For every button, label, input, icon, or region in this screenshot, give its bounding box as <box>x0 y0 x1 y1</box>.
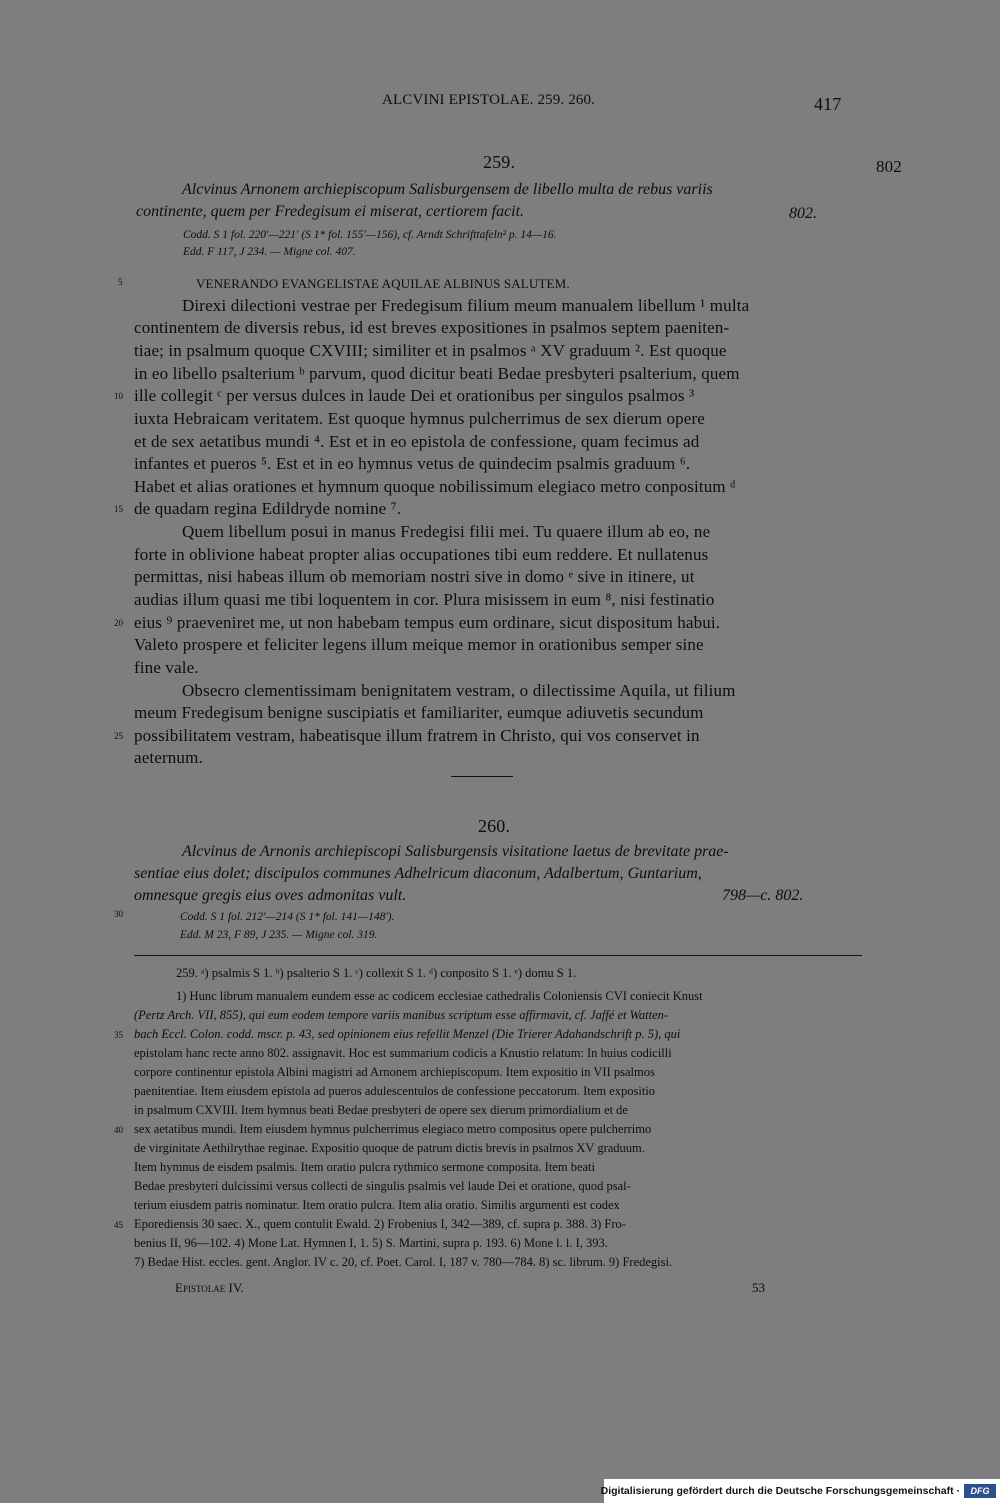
rubric-line: omnesque gregis eius oves admonitas vult. <box>134 887 407 904</box>
footnote-line: terium eiusdem patris nominatur. Item oratio pulcra. Item alia oratio. Similis argumenti est codex <box>134 1198 620 1212</box>
dfg-logo-icon: DFG <box>964 1484 996 1498</box>
dfg-credit-text: Digitalisierung gefördert durch die Deutsche Forschungsgemeinschaft · <box>600 1485 960 1497</box>
letter-260-number: 260. <box>478 816 511 836</box>
line-number: 25 <box>114 731 123 741</box>
variant-readings: 259. ᵃ) psalmis S 1. ᵇ) psalterio S 1. ᶜ) collexit S 1. ᵈ) conposito S 1. ᵉ) domu S 1. <box>176 966 577 980</box>
text-line: possibilitatem vestram, habeatisque illum fratrem in Christo, qui vos conservet in <box>134 726 700 745</box>
footnote-line: (Pertz Arch. VII, 855), qui eum eodem tempore variis manibus scriptum esse affirmavit, cf. Jaffé et Watten- <box>134 1008 669 1022</box>
text-line: ille collegit ᶜ per versus dulces in laude Dei et orationibus per singulos psalmos ³ <box>134 386 695 405</box>
rubric-line: continente, quem per Fredegisum ei miserat, certiorem facit. <box>136 203 525 220</box>
footnote-rule <box>134 955 862 956</box>
footnote-line: benius II, 96—102. 4) Mone Lat. Hymnen I, 1. 5) S. Martini, supra p. 193. 6) Mone l. l. I, 393. <box>134 1236 608 1250</box>
footnote-line: Item hymnus de eisdem psalmis. Item oratio pulcra rythmico sermone composita. Item beati <box>134 1160 595 1174</box>
text-line: Direxi dilectioni vestrae per Fredegisum filium meum manualem libellum ¹ multa <box>182 296 750 315</box>
codices-line: Codd. S 1 fol. 212'—214 (S 1* fol. 141—148'). <box>180 911 395 923</box>
line-number: 10 <box>114 391 123 401</box>
text-line: in eo libello psalterium ᵇ parvum, quod dicitur beati Bedae presbyteri psalterium, quem <box>134 364 740 383</box>
text-line: Valeto prospere et feliciter legens illum meique memor in orationibus semper sine <box>134 635 704 654</box>
footnote-line: sex aetatibus mundi. Item eiusdem hymnus pulcherrimus elegiaco metro compositus opere pulcherrimo <box>134 1122 652 1136</box>
footnote-line: 7) Bedae Hist. eccles. gent. Anglor. IV c. 20, cf. Poet. Carol. I, 187 v. 780—784. 8) sc. librum. 9) Fredegisi. <box>134 1255 673 1269</box>
page-number: 417 <box>814 94 842 114</box>
text-line: Habet et alias orationes et hymnum quoque nobilissimum elegiaco metro conpositum ᵈ <box>134 477 736 496</box>
rubric-line: Alcvinus de Arnonis archiepiscopi Salisburgensis visitatione laetus de brevitate prae- <box>182 843 729 860</box>
text-line: Obsecro clementissimam benignitatem vestram, o dilectissime Aquila, ut filium <box>182 681 736 700</box>
signature-left: Epistolae IV. <box>175 1280 244 1295</box>
text-line: infantes et pueros ⁵. Est et in eo hymnus vetus de quindecim psalmis graduum ⁶. <box>134 454 691 473</box>
rubric-date: 802. <box>789 205 817 222</box>
running-title: ALCVINI EPISTOLAE. 259. 260. <box>382 92 596 108</box>
text-line: continentem de diversis rebus, id est breves expositiones in psalmos septem paeniten- <box>134 318 730 337</box>
text-line: audias illum quasi me tibi loquentem in cor. Plura misissem in eum ⁸, nisi festinatio <box>134 590 715 609</box>
footnote-line: corpore continentur epistola Albini magistri ad Arnonem archiepiscopum. Item expositio in VII psalmos <box>134 1065 655 1079</box>
text-line: tiae; in psalmum quoque CXVIII; similiter et in psalmos ᵃ XV graduum ². Est quoque <box>134 341 727 360</box>
editions-line: Edd. F 117, J 234. — Migne col. 407. <box>183 246 356 258</box>
codices-line: Codd. S 1 fol. 220'—221' (S 1* fol. 155'—156), cf. Arndt Schrifttafeln² p. 14—16. <box>183 229 557 241</box>
rubric-line: sentiae eius dolet; discipulos communes Adhelricum diaconum, Adalbertum, Guntarium, <box>134 865 702 882</box>
line-number: 5 <box>118 277 123 287</box>
rubric-date: 798—c. 802. <box>722 887 804 904</box>
text-line: et de sex aetatibus mundi ⁴. Est et in eo epistola de confessione, quam fecimus ad <box>134 432 700 451</box>
salutation: VENERANDO EVANGELISTAE AQUILAE ALBINUS SALUTEM. <box>196 276 570 291</box>
letter-259-number: 259. <box>483 152 516 172</box>
line-number: 20 <box>114 618 123 628</box>
text-line: eius ⁹ praeveniret me, ut non habebam tempus eum ordinare, sicut dispositum habui. <box>134 613 721 632</box>
footnote-line: Bedae presbyteri dulcissimi versus collecti de singulis psalmis vel laude Dei et oratione, quod psal- <box>134 1179 631 1193</box>
text-line: forte in oblivione habeat propter alias occupationes tibi eum reddere. Et nullatenus <box>134 545 709 564</box>
text-line: fine vale. <box>134 658 199 677</box>
line-number: 30 <box>114 909 123 919</box>
editions-line: Edd. M 23, F 89, J 235. — Migne col. 319. <box>180 929 378 941</box>
footnote-line: 1) Hunc librum manualem eundem esse ac codicem ecclesiae cathedralis Coloniensis CVI coniecit Knust <box>176 989 703 1003</box>
footnote-line: in psalmum CXVIII. Item hymnus beati Bedae presbyteri de opere sex dierum primordialium et de <box>134 1103 628 1117</box>
text-line: de quadam regina Edildryde nomine ⁷. <box>134 499 402 518</box>
line-number: 40 <box>114 1125 123 1135</box>
footnote-line: bach Eccl. Colon. codd. mscr. p. 43, sed opinionem eius refellit Menzel (Die Trierer Adahandschrift p. 5), qui <box>134 1027 681 1041</box>
line-number: 15 <box>114 504 123 514</box>
text-line: meum Fredegisum benigne suscipiatis et familiariter, eumque adiuvetis secundum <box>134 703 704 722</box>
signature-right: 53 <box>752 1280 765 1295</box>
margin-year: 802 <box>876 157 902 176</box>
letter-separator <box>451 776 513 777</box>
dfg-credit-bar <box>600 1479 1000 1503</box>
rubric-line: Alcvinus Arnonem archiepiscopum Salisburgensem de libello multa de rebus variis <box>182 181 713 198</box>
line-number: 45 <box>114 1220 123 1230</box>
footnote-line: epistolam hanc recte anno 802. assignavit. Hoc est summarium codicis a Knustio relatum: In huius codicilli <box>134 1046 672 1060</box>
text-line: permittas, nisi habeas illum ob memoriam nostri sive in domo ᵉ sive in itinere, ut <box>134 567 695 586</box>
text-line: Quem libellum posui in manus Fredegisi filii mei. Tu quaere illum ab eo, ne <box>182 522 711 541</box>
text-line: aeternum. <box>134 748 203 767</box>
footnote-line: paenitentiae. Item eiusdem epistola ad pueros adulescentulos de confessione peccatorum. Item expositio <box>134 1084 656 1098</box>
line-number: 35 <box>114 1030 123 1040</box>
footnote-line: de virginitate Aethilrythae reginae. Expositio quoque de patrum dictis brevis in psalmos XV graduum. <box>134 1141 645 1155</box>
footnote-line: Eporediensis 30 saec. X., quem contulit Ewald. 2) Frobenius I, 342—389, cf. supra p. 388. 3) Fro- <box>134 1217 626 1231</box>
text-line: iuxta Hebraicam veritatem. Est quoque hymnus pulcherrimus de sex dierum opere <box>134 409 705 428</box>
